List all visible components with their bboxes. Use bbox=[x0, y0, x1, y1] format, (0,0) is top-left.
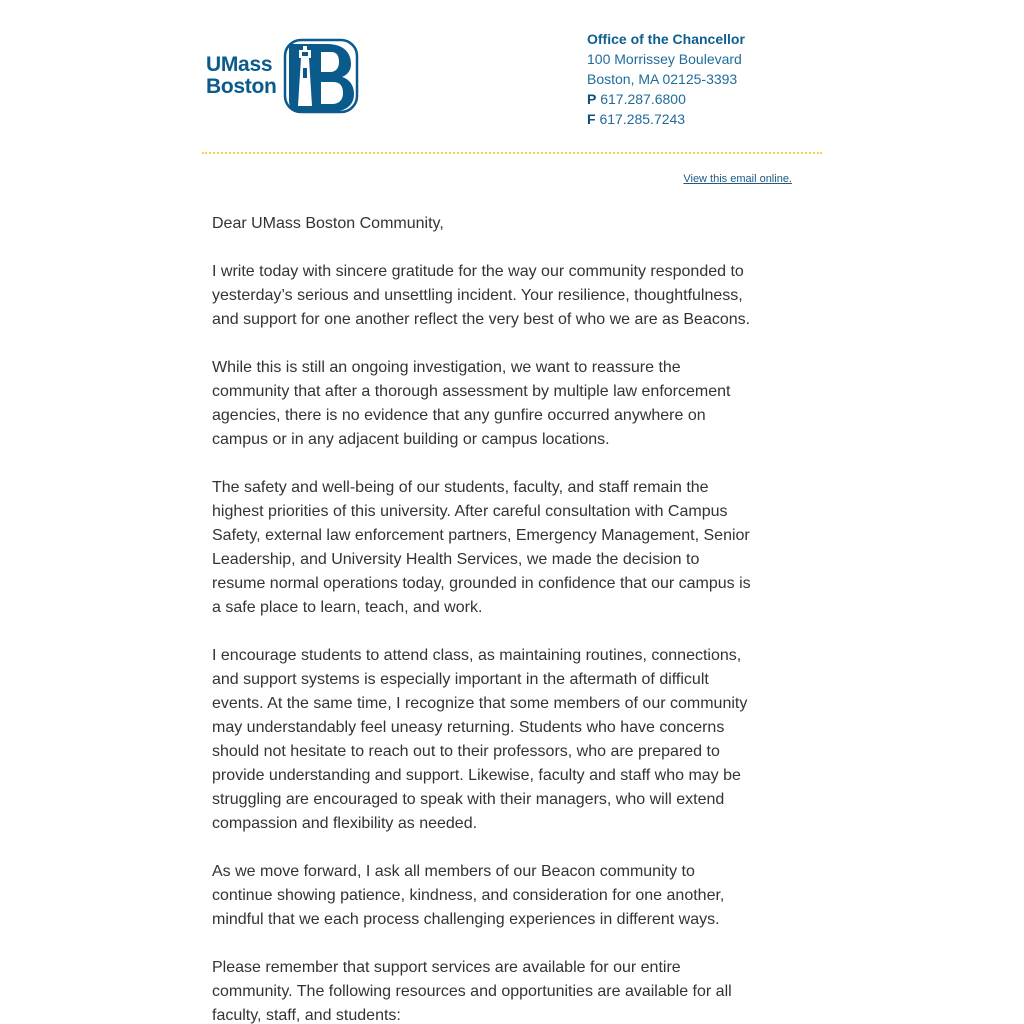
lighthouse-b-icon bbox=[283, 38, 359, 114]
letter-paragraph: The safety and well-being of our students, faculty, and staff remain the highest priorities of this university. After careful consultation with Campus Safety, external law enforcement partners, Emergency Management, Senior Leadership, and University Health Services, we made the decision to resume normal operations today, grounded in confidence that our campus is a safe place to learn, teach, and work. bbox=[212, 479, 751, 616]
logo-text-boston: Boston bbox=[206, 75, 277, 98]
fax-line bbox=[587, 109, 745, 129]
letter-paragraph: Please remember that support services are available for our entire community. The following resources and opportunities are available for all faculty, staff, and students: bbox=[212, 959, 732, 1024]
view-email-online-link[interactable]: View this email online. bbox=[683, 173, 792, 185]
letter-greeting: Dear UMass Boston Community, bbox=[212, 215, 444, 232]
letter-paragraph: I write today with sincere gratitude for the way our community responded to yesterday’s serious and unsettling incident. Your resilience, thoughtfulness, and support for one another reflect the very best of who we are as Beacons. bbox=[212, 263, 751, 328]
logo-wordmark bbox=[206, 54, 277, 98]
address-city: Boston, MA 02125-3393 bbox=[587, 71, 738, 87]
letter-body bbox=[212, 212, 752, 1024]
fax-label: F bbox=[587, 111, 596, 127]
umass-boston-logo bbox=[206, 38, 359, 114]
phone-label: P bbox=[587, 91, 597, 107]
letter-paragraph: As we move forward, I ask all members of our Beacon community to continue showing patience, kindness, and consideration for one another, mindful that we each process challenging experiences in different ways. bbox=[212, 863, 725, 928]
phone-number: 617.287.6800 bbox=[600, 91, 686, 107]
address-street: 100 Morrissey Boulevard bbox=[587, 51, 742, 67]
letter-paragraph: While this is still an ongoing investigation, we want to reassure the community that after a thorough assessment by multiple law enforcement agencies, there is no evidence that any gunfire occurred anywhere on campus or in any adjacent building or campus locations. bbox=[212, 359, 731, 448]
letter-paragraph: I encourage students to attend class, as maintaining routines, connections, and support systems is especially important in the aftermath of difficult events. At the same time, I recognize that some members of our community may understandably feel uneasy returning. Students who have concerns should not hesitate to reach out to their professors, who are prepared to provide understanding and support. Likewise, faculty and staff who may be struggling are encouraged to speak with their managers, who will extend compassion and flexibility as needed. bbox=[212, 647, 748, 832]
phone-line bbox=[587, 89, 745, 109]
logo-text-umass: UMass bbox=[206, 53, 273, 76]
office-address-block bbox=[587, 29, 745, 129]
office-name: Office of the Chancellor bbox=[587, 31, 745, 47]
fax-number: 617.285.7243 bbox=[599, 111, 686, 127]
header-divider bbox=[202, 152, 822, 154]
